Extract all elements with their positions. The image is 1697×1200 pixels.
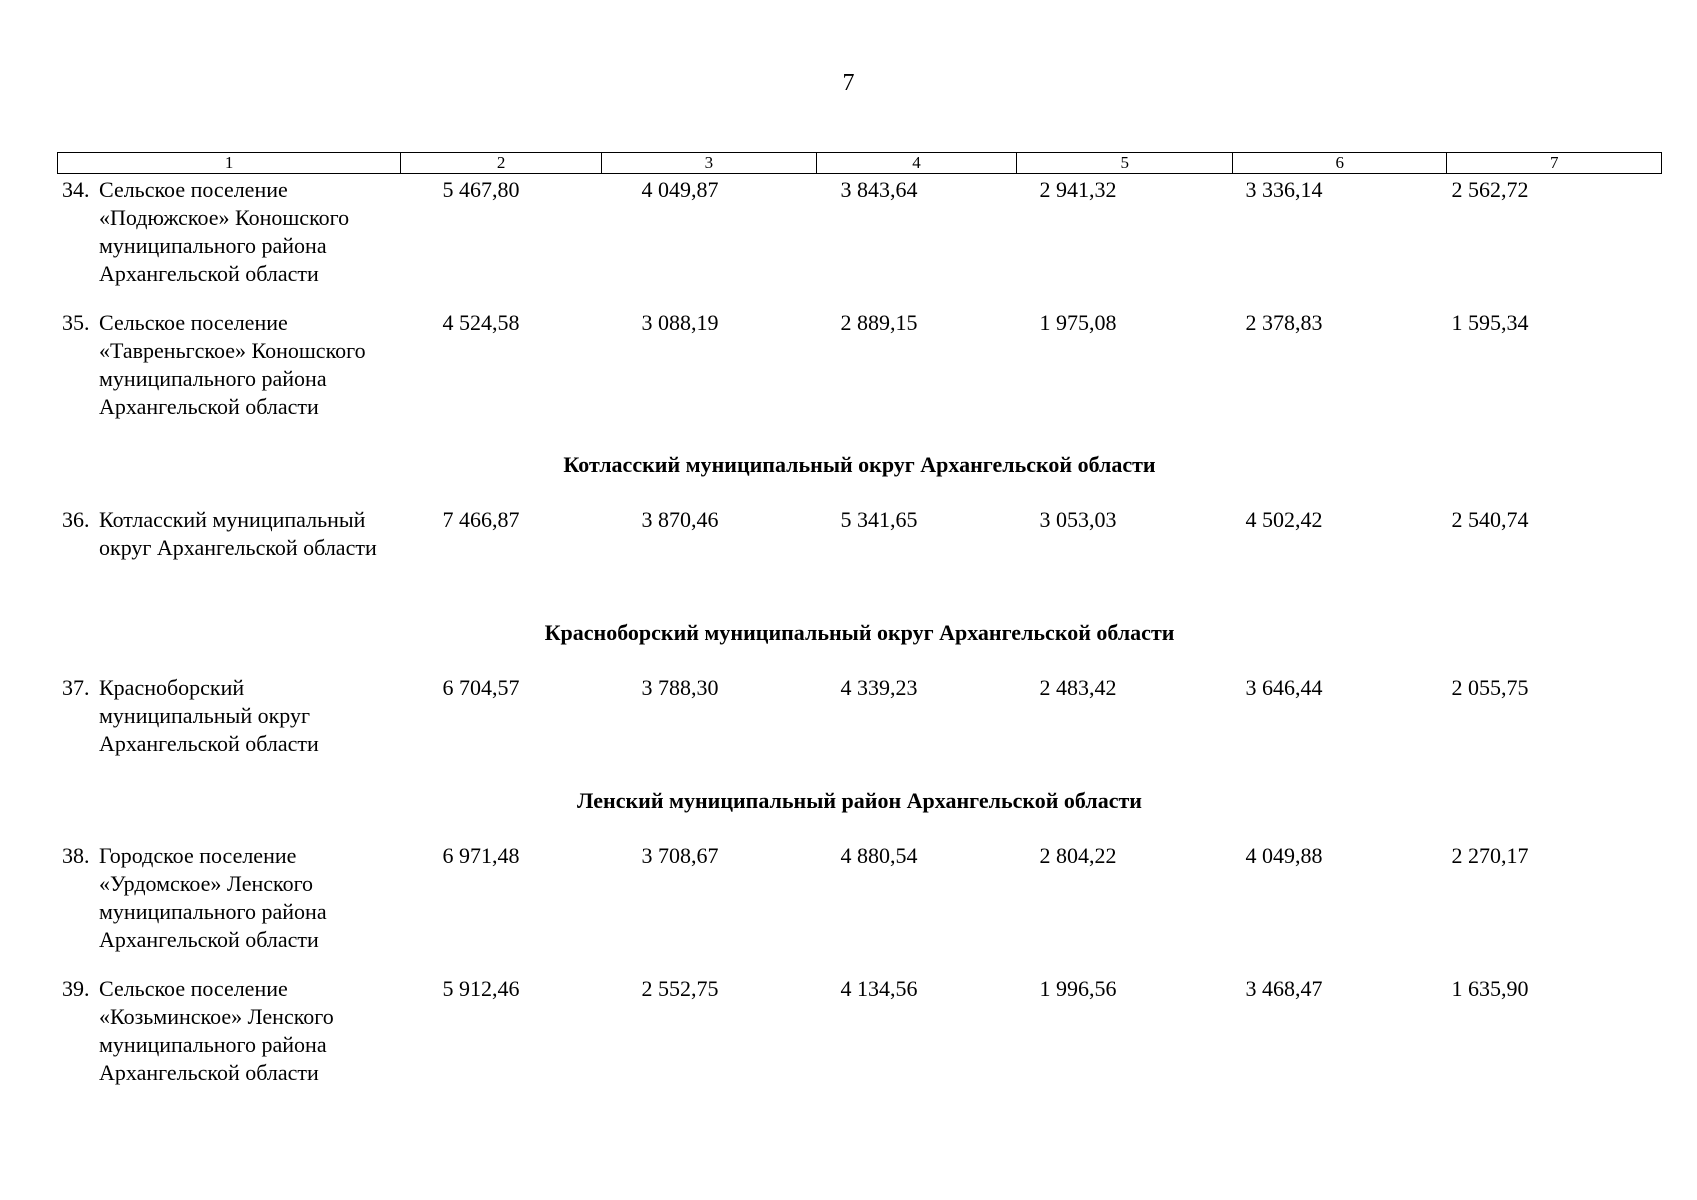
value-col-5: 2 941,32 <box>1039 177 1117 202</box>
value-col-5: 3 053,03 <box>1039 507 1117 532</box>
column-header-5: 5 <box>1017 153 1233 174</box>
column-header-2: 2 <box>401 153 602 174</box>
value-col-2: 7 466,87 <box>442 507 520 532</box>
column-header-1: 1 <box>58 153 401 174</box>
value-col-3: 4 049,87 <box>641 177 719 202</box>
row-number: 37. <box>62 675 90 700</box>
value-col-2: 5 467,80 <box>442 177 520 202</box>
value-col-3: 2 552,75 <box>641 976 719 1001</box>
value-col-2: 6 971,48 <box>442 843 520 868</box>
value-col-6: 3 468,47 <box>1245 976 1323 1001</box>
row-name-cell <box>62 975 402 1087</box>
row-number: 35. <box>62 310 90 335</box>
row-number: 39. <box>62 976 90 1001</box>
value-col-7: 2 270,17 <box>1451 843 1529 868</box>
value-col-5: 2 483,42 <box>1039 675 1117 700</box>
value-col-6: 3 646,44 <box>1245 675 1323 700</box>
value-col-7: 2 055,75 <box>1451 675 1529 700</box>
row-number: 34. <box>62 177 90 202</box>
value-col-3: 3 088,19 <box>641 310 719 335</box>
row-name: Сельское поселение «Козьминское» Ленского муниципального района Архангельской области <box>99 976 334 1085</box>
section-heading: Красноборский муниципальный округ Архангельской области <box>544 620 1175 645</box>
value-col-6: 2 378,83 <box>1245 310 1323 335</box>
row-name: Сельское поселение «Тавреньгское» Коношского муниципального района Архангельской области <box>99 310 366 419</box>
value-col-4: 5 341,65 <box>840 507 918 532</box>
value-col-7: 1 595,34 <box>1451 310 1529 335</box>
row-name-cell <box>62 309 402 421</box>
row-name: Городское поселение «Урдомское» Ленского муниципального района Архангельской области <box>99 843 327 952</box>
row-name-cell <box>62 176 402 288</box>
page-number: 7 <box>842 70 855 96</box>
section-heading: Котласский муниципальный округ Архангельской области <box>563 452 1156 477</box>
value-col-6: 4 502,42 <box>1245 507 1323 532</box>
section-heading: Ленский муниципальный район Архангельской области <box>577 788 1142 813</box>
value-col-3: 3 708,67 <box>641 843 719 868</box>
value-col-5: 1 996,56 <box>1039 976 1117 1001</box>
column-number-header <box>57 152 1662 174</box>
row-name-cell <box>62 842 402 954</box>
value-col-3: 3 870,46 <box>641 507 719 532</box>
column-header-7: 7 <box>1447 153 1662 174</box>
value-col-4: 4 134,56 <box>840 976 918 1001</box>
value-col-5: 1 975,08 <box>1039 310 1117 335</box>
value-col-7: 1 635,90 <box>1451 976 1529 1001</box>
row-name-cell <box>62 506 402 562</box>
value-col-2: 4 524,58 <box>442 310 520 335</box>
row-name: Котласский муниципальный округ Архангельской области <box>99 507 377 560</box>
value-col-2: 6 704,57 <box>442 675 520 700</box>
column-header-4: 4 <box>816 153 1017 174</box>
row-number: 38. <box>62 843 90 868</box>
value-col-7: 2 540,74 <box>1451 507 1529 532</box>
value-col-4: 4 339,23 <box>840 675 918 700</box>
value-col-4: 2 889,15 <box>840 310 918 335</box>
value-col-7: 2 562,72 <box>1451 177 1529 202</box>
row-name: Сельское поселение «Подюжское» Коношского муниципального района Архангельской области <box>99 177 350 286</box>
value-col-4: 3 843,64 <box>840 177 918 202</box>
row-name: Красноборский муниципальный округ Архангельской области <box>99 675 319 756</box>
value-col-4: 4 880,54 <box>840 843 918 868</box>
row-name-cell <box>62 674 402 758</box>
value-col-2: 5 912,46 <box>442 976 520 1001</box>
row-number: 36. <box>62 507 90 532</box>
value-col-6: 4 049,88 <box>1245 843 1323 868</box>
column-header-3: 3 <box>602 153 816 174</box>
column-header-6: 6 <box>1232 153 1446 174</box>
value-col-3: 3 788,30 <box>641 675 719 700</box>
value-col-6: 3 336,14 <box>1245 177 1323 202</box>
value-col-5: 2 804,22 <box>1039 843 1117 868</box>
